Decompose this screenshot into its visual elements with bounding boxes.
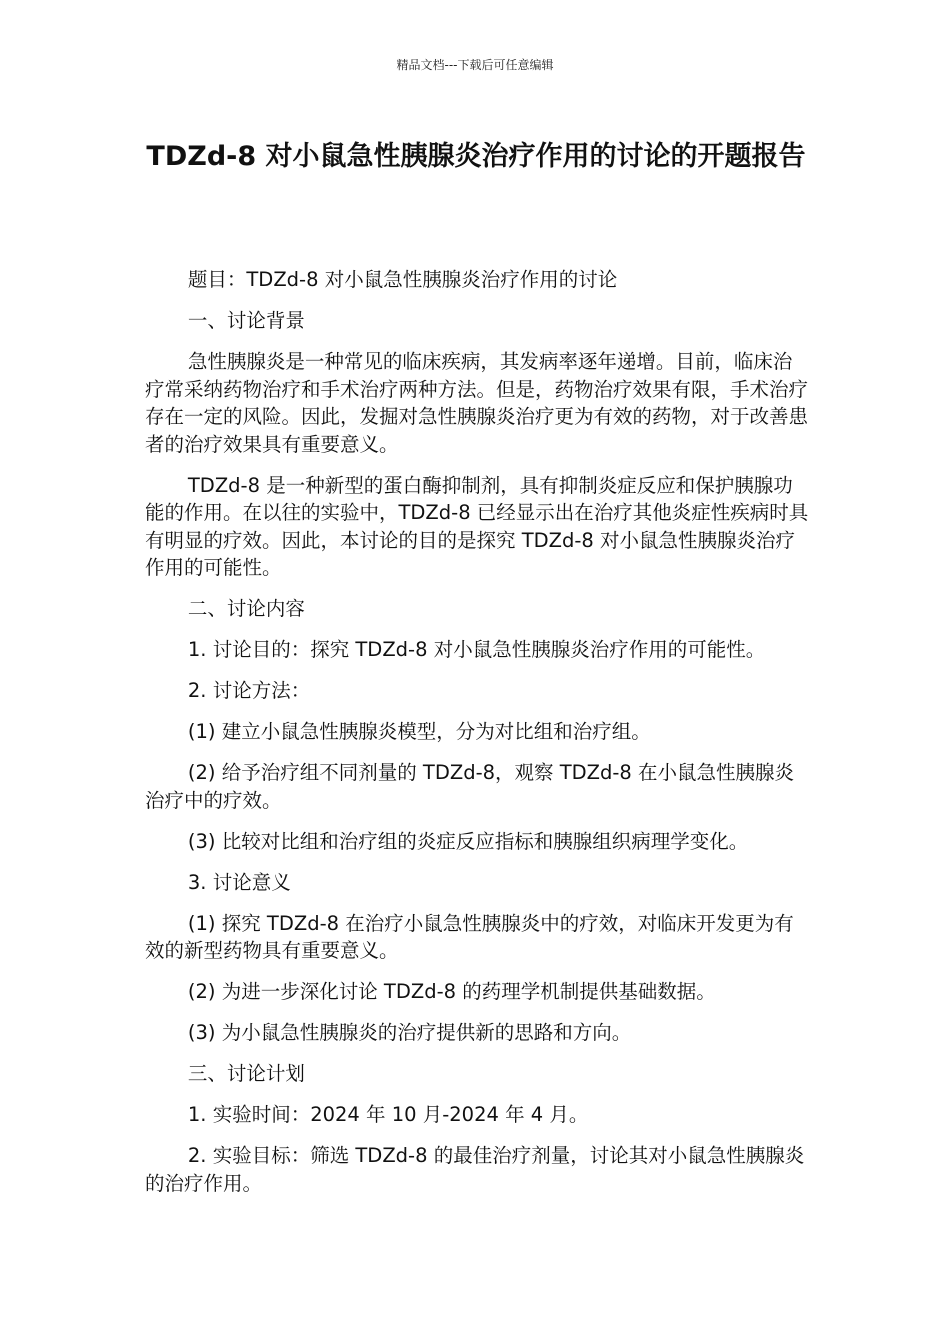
sub-list-item: (2) 为进一步深化讨论 TDZd-8 的药理学机制提供基础数据。 — [187, 980, 716, 1003]
list-item: 1. 实验时间：2024 年 10 月-2024 年 4 月。 — [187, 1103, 589, 1126]
document-body — [145, 266, 809, 1211]
list-item: 2. 实验目标：筛选 TDZd-8 的最佳治疗剂量，讨论其对小鼠急性胰腺炎的治疗作用。 — [145, 1144, 805, 1195]
body-paragraph: TDZd-8 是一种新型的蛋白酶抑制剂，具有抑制炎症反应和保护胰腺功能的作用。在以往的实验中，TDZd-8 已经显示出在治疗其他炎症性疾病时具有明显的疗效。因此，本讨论的目的是探究 TDZd-8 对小鼠急性胰腺炎治疗作用的可能性。 — [145, 473, 809, 579]
section-heading-plan: 三、讨论计划 — [187, 1062, 305, 1085]
sub-list-item: (1) 探究 TDZd-8 在治疗小鼠急性胰腺炎中的疗效，对临床开发更为有效的新型药物具有重要意义。 — [145, 911, 794, 962]
body-paragraph: 急性胰腺炎是一种常见的临床疾病，其发病率逐年递增。目前，临床治疗常采纳药物治疗和手术治疗两种方法。但是，药物治疗效果有限，手术治疗存在一定的风险。因此，发掘对急性胰腺炎治疗更为有效的药物，对于改善患者的治疗效果具有重要意义。 — [145, 350, 809, 456]
document-title: TDZd-8 对小鼠急性胰腺炎治疗作用的讨论的开题报告 — [146, 141, 806, 172]
sub-list-item: (2) 给予治疗组不同剂量的 TDZd-8，观察 TDZd-8 在小鼠急性胰腺炎治疗中的疗效。 — [145, 761, 795, 812]
list-item: 3. 讨论意义 — [187, 870, 291, 894]
sub-list-item: (3) 为小鼠急性胰腺炎的治疗提供新的思路和方向。 — [187, 1021, 632, 1044]
sub-list-item: (1) 建立小鼠急性胰腺炎模型，分为对比组和治疗组。 — [187, 720, 651, 743]
list-item: 2. 讨论方法： — [187, 679, 311, 702]
header-note: 精品文档---下载后可任意编辑 — [396, 58, 554, 72]
sub-list-item: (3) 比较对比组和治疗组的炎症反应指标和胰腺组织病理学变化。 — [187, 829, 749, 853]
topic-line: 题目：TDZd-8 对小鼠急性胰腺炎治疗作用的讨论 — [187, 268, 618, 291]
section-heading-background: 一、讨论背景 — [187, 309, 305, 332]
list-item: 1. 讨论目的：探究 TDZd-8 对小鼠急性胰腺炎治疗作用的可能性。 — [187, 638, 766, 661]
section-heading-content: 二、讨论内容 — [187, 597, 305, 620]
